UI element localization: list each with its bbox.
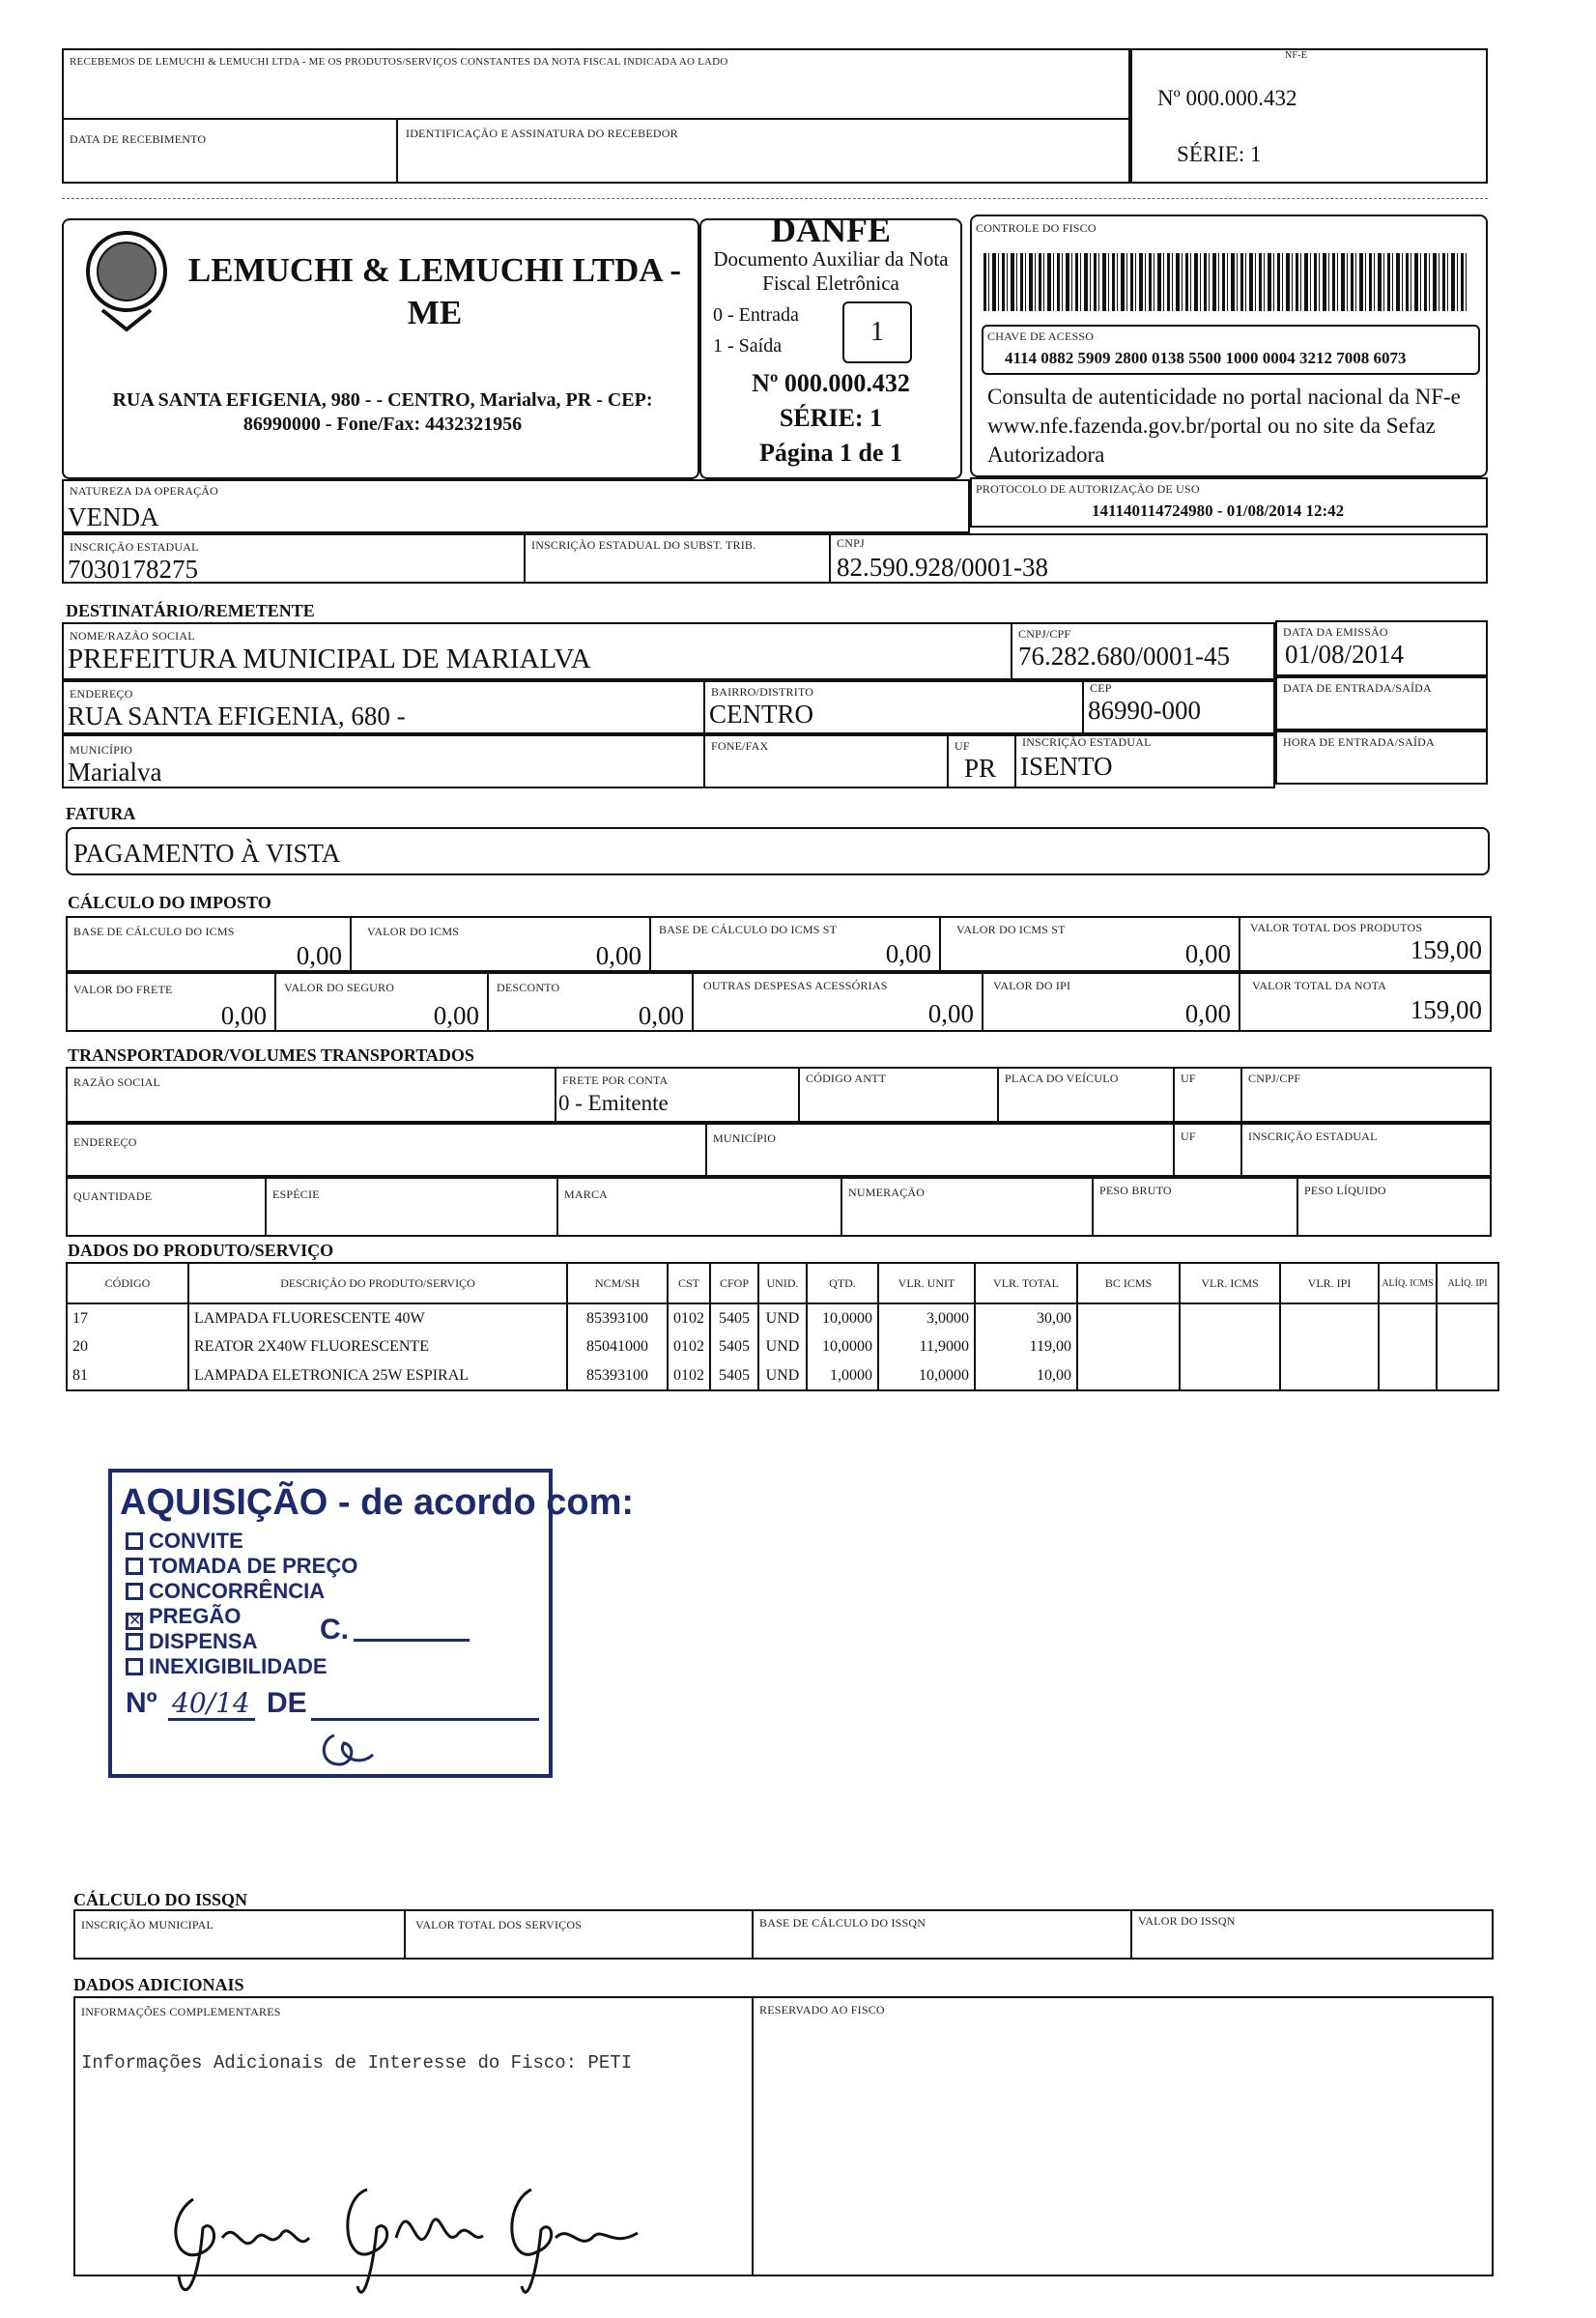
tax-section: CÁLCULO DO IMPOSTO [68, 893, 271, 912]
recipient-uf: PR [964, 754, 997, 783]
products-header-row [67, 1263, 1498, 1303]
recipient-cnpj: 76.282.680/0001-45 [1018, 642, 1230, 671]
emission-date: 01/08/2014 [1285, 640, 1405, 669]
transport-cnpj-label: CNPJ/CPF [1248, 1072, 1301, 1085]
nfe-label: NF-E [1285, 50, 1308, 61]
stamp-number-prefix: Nº [126, 1687, 157, 1719]
col-unit: UNID. [758, 1263, 807, 1303]
table-row [67, 1332, 1498, 1361]
col-ipi-rate: ALÍQ. IPI [1437, 1263, 1498, 1303]
col-ipi-value: VLR. IPI [1280, 1263, 1379, 1303]
row-unit: UND [758, 1303, 807, 1332]
access-key-label: CHAVE DE ACESSO [987, 329, 1095, 343]
products-table [66, 1262, 1499, 1391]
ie-label: INSCRIÇÃO ESTADUAL [70, 540, 199, 554]
acquisition-stamp [108, 1469, 635, 1778]
emission-label: DATA DA EMISSÃO [1283, 625, 1388, 639]
row-description: REATOR 2X40W FLUORESCENTE [188, 1332, 567, 1361]
qty-label: QUANTIDADE [73, 1189, 153, 1203]
base-st: 0,00 [885, 939, 931, 968]
recipient-phone-label: FONE/FAX [711, 739, 769, 753]
access-key-barcode [983, 253, 1467, 311]
ie-value: 7030178275 [68, 555, 198, 584]
carrier-address-label: ENDEREÇO [73, 1135, 137, 1149]
authenticity-note: Consulta de autenticidade no portal nacional da NF-e www.nfe.fazenda.gov.br/portal ou no site da Sefaz Autorizadora [987, 385, 1461, 467]
carrier-name-label: RAZÃO SOCIAL [73, 1075, 161, 1089]
total-label: VALOR TOTAL DA NOTA [1252, 979, 1387, 992]
issqn-base-label: BASE DE CÁLCULO DO ISSQN [759, 1916, 926, 1930]
recipient-district-label: BAIRRO/DISTRITO [711, 685, 814, 699]
row-unit-value: 10,0000 [878, 1361, 975, 1390]
col-cst: CST [668, 1263, 710, 1303]
recipient-address: RUA SANTA EFIGENIA, 680 - [68, 701, 406, 730]
total-products: 159,00 [1410, 935, 1482, 964]
row-cst: 0102 [668, 1361, 710, 1390]
checkbox-icon [126, 1532, 143, 1550]
total-value: 159,00 [1410, 995, 1482, 1024]
danfe-subtitle: Documento Auxiliar da Nota Fiscal Eletrônica [713, 247, 949, 296]
fisco-control-label: CONTROLE DO FISCO [976, 221, 1097, 235]
col-description: DESCRIÇÃO DO PRODUTO/SERVIÇO [188, 1263, 567, 1303]
danfe-series: SÉRIE: 1 [779, 404, 883, 432]
recipient-uf-label: UF [955, 739, 970, 753]
checkbox-icon [126, 1583, 143, 1600]
stamp-date-prefix: DE [267, 1687, 307, 1719]
row-cfop: 5405 [710, 1332, 758, 1361]
row-cfop: 5405 [710, 1303, 758, 1332]
danfe-number: Nº 000.000.432 [752, 369, 910, 397]
stamp-initials [315, 1726, 383, 1777]
col-bc-icms: BC ICMS [1077, 1263, 1180, 1303]
species-label: ESPÉCIE [272, 1188, 320, 1201]
nature-value: VENDA [68, 502, 159, 531]
other: 0,00 [927, 999, 974, 1028]
handwritten-signature [155, 2161, 657, 2310]
issuer-cnpj-label: CNPJ [837, 536, 865, 550]
recipient-address-label: ENDEREÇO [70, 687, 133, 701]
transport-row3 [66, 1177, 1492, 1237]
icms-st-label: VALOR DO ICMS ST [956, 923, 1066, 936]
row-code: 17 [67, 1303, 188, 1332]
row-qty: 10,0000 [807, 1303, 878, 1332]
row-ncm: 85041000 [567, 1332, 668, 1361]
recipient-ie-label: INSCRIÇÃO ESTADUAL [1022, 735, 1152, 749]
issqn-section: CÁLCULO DO ISSQN [73, 1890, 248, 1909]
stamp-c-label: C. [320, 1614, 349, 1645]
gross-weight-label: PESO BRUTO [1099, 1184, 1172, 1197]
complementary-info-label: INFORMAÇÕES COMPLEMENTARES [81, 2005, 281, 2018]
reserved-fisco-label: RESERVADO AO FISCO [759, 2003, 885, 2017]
transport-section: TRANSPORTADOR/VOLUMES TRANSPORTADOS [68, 1045, 474, 1065]
antt-label: CÓDIGO ANTT [806, 1072, 887, 1085]
col-icms-value: VLR. ICMS [1180, 1263, 1280, 1303]
col-icms-rate: ALÍQ. ICMS [1379, 1263, 1437, 1303]
recipient-cnpj-label: CNPJ/CPF [1018, 627, 1071, 641]
table-row [67, 1303, 1498, 1332]
row-qty: 10,0000 [807, 1332, 878, 1361]
brand-label: MARCA [564, 1188, 609, 1201]
carrier-ie-label: INSCRIÇÃO ESTADUAL [1248, 1130, 1378, 1143]
access-key: 4114 0882 5909 2800 0138 5500 1000 0004 3212 7008 6073 [1005, 349, 1407, 367]
invoice-section: FATURA [66, 804, 136, 823]
insurance: 0,00 [433, 1001, 479, 1030]
checked-box-icon: ✕ [126, 1613, 143, 1630]
stamp-option: DISPENSA [126, 1629, 257, 1654]
stamp-option: TOMADA DE PREÇO [126, 1554, 357, 1579]
row-unit-value: 3,0000 [878, 1303, 975, 1332]
recipient-section: DESTINATÁRIO/REMETENTE [66, 601, 315, 620]
row-qty: 1,0000 [807, 1361, 878, 1390]
row-cst: 0102 [668, 1332, 710, 1361]
col-code: CÓDIGO [67, 1263, 188, 1303]
net-weight-label: PESO LÍQUIDO [1304, 1184, 1386, 1197]
nature-label: NATUREZA DA OPERAÇÃO [70, 484, 219, 498]
additional-section: DADOS ADICIONAIS [73, 1975, 244, 1994]
danfe-title: DANFE [771, 211, 891, 249]
col-qty: QTD. [807, 1263, 878, 1303]
checkbox-icon [126, 1633, 143, 1650]
row-code: 20 [67, 1332, 188, 1361]
insurance-label: VALOR DO SEGURO [284, 981, 395, 994]
freight-mode: 0 - Emitente [558, 1091, 669, 1115]
row-ncm: 85393100 [567, 1361, 668, 1390]
row-code: 81 [67, 1361, 188, 1390]
row-cst: 0102 [668, 1303, 710, 1332]
discount-label: DESCONTO [497, 981, 560, 994]
stamp-option: INEXIGIBILIDADE [126, 1654, 328, 1679]
freight: 0,00 [220, 1001, 267, 1030]
row-cfop: 5405 [710, 1361, 758, 1390]
nfe-stub-series: SÉRIE: 1 [1177, 142, 1262, 166]
danfe-exit: 1 - Saída [713, 335, 783, 357]
numbering-label: NUMERAÇÃO [848, 1186, 926, 1199]
inout-label: DATA DE ENTRADA/SAÍDA [1283, 681, 1432, 695]
base-st-label: BASE DE CÁLCULO DO ICMS ST [659, 923, 838, 936]
danfe-entry: 0 - Entrada [713, 304, 799, 326]
municipal-registration-label: INSCRIÇÃO MUNICIPAL [81, 1918, 214, 1932]
receipt-date-label: DATA DE RECEBIMENTO [70, 132, 207, 146]
ipi-label: VALOR DO IPI [993, 979, 1071, 992]
transport-uf-label: UF [1181, 1072, 1196, 1085]
recipient-cep: 86990-000 [1088, 696, 1201, 725]
stamp-number: 40/14 [172, 1687, 250, 1719]
discount: 0,00 [638, 1001, 684, 1030]
row-total-value: 119,00 [975, 1332, 1077, 1361]
col-cfop: CFOP [710, 1263, 758, 1303]
total-products-label: VALOR TOTAL DOS PRODUTOS [1250, 921, 1423, 934]
row-description: LAMPADA FLUORESCENTE 40W [188, 1303, 567, 1332]
time-label: HORA DE ENTRADA/SAÍDA [1283, 735, 1435, 749]
col-unit-value: VLR. UNIT [878, 1263, 975, 1303]
receipt-text: RECEBEMOS DE LEMUCHI & LEMUCHI LTDA - ME OS PRODUTOS/SERVIÇOS CONSTANTES DA NOTA FISCAL INDICADA AO LADO [70, 56, 728, 68]
complementary-info: Informações Adicionais de Interesse do Fisco: PETI [81, 2052, 633, 2074]
freight-label: VALOR DO FRETE [73, 983, 173, 996]
stamp-option: CONCORRÊNCIA [126, 1579, 325, 1604]
ie-st-label: INSCRIÇÃO ESTADUAL DO SUBST. TRIB. [531, 538, 756, 552]
receipt-box [62, 48, 1130, 184]
row-unit: UND [758, 1332, 807, 1361]
danfe-page-count: Página 1 de 1 [758, 439, 903, 467]
other-label: OUTRAS DESPESAS ACESSÓRIAS [703, 979, 888, 992]
col-total-value: VLR. TOTAL [975, 1263, 1077, 1303]
danfe-type-value: 1 [870, 317, 884, 347]
recipient-cep-label: CEP [1090, 681, 1112, 695]
recipient-city: Marialva [68, 758, 162, 787]
recipient-ie: ISENTO [1020, 752, 1113, 781]
ipi: 0,00 [1184, 999, 1231, 1028]
services-total-label: VALOR TOTAL DOS SERVIÇOS [415, 1918, 583, 1932]
col-ncm: NCM/SH [567, 1263, 668, 1303]
carrier-city-label: MUNICÍPIO [713, 1131, 777, 1145]
stamp-option: CONVITE [126, 1529, 243, 1554]
plate-label: PLACA DO VEÍCULO [1005, 1072, 1119, 1085]
issqn-value-label: VALOR DO ISSQN [1138, 1914, 1236, 1928]
row-description: LAMPADA ELETRONICA 25W ESPIRAL [188, 1361, 567, 1390]
row-unit: UND [758, 1361, 807, 1390]
icms-label: VALOR DO ICMS [367, 925, 460, 938]
receipt-signature-label: IDENTIFICAÇÃO E ASSINATURA DO RECEBEDOR [406, 127, 678, 140]
row-unit-value: 11,9000 [878, 1332, 975, 1361]
icms: 0,00 [595, 941, 641, 970]
row-ncm: 85393100 [567, 1303, 668, 1332]
row-total-value: 10,00 [975, 1361, 1077, 1390]
recipient-name-label: NOME/RAZÃO SOCIAL [70, 629, 195, 643]
nfe-stub-number: Nº 000.000.432 [1157, 86, 1297, 110]
protocol-value: 141140114724980 - 01/08/2014 12:42 [1092, 501, 1345, 520]
recipient-city-label: MUNICÍPIO [70, 743, 133, 757]
recipient-name: PREFEITURA MUNICIPAL DE MARIALVA [68, 644, 591, 674]
checkbox-icon [126, 1558, 143, 1575]
carrier-uf-label: UF [1181, 1130, 1196, 1143]
stamp-option-checked: ✕ PREGÃO [126, 1604, 241, 1630]
issuer-cnpj: 82.590.928/0001-38 [837, 553, 1048, 582]
checkbox-icon [126, 1658, 143, 1675]
base-icms: 0,00 [296, 941, 342, 970]
ie-box [62, 533, 1488, 584]
freight-mode-label: FRETE POR CONTA [562, 1073, 669, 1087]
protocol-label: PROTOCOLO DE AUTORIZAÇÃO DE USO [976, 482, 1200, 496]
row-total-value: 30,00 [975, 1303, 1077, 1332]
issuer-name: LEMUCHI & LEMUCHI LTDA - ME [187, 251, 682, 331]
invoice-text: PAGAMENTO À VISTA [73, 839, 341, 868]
recipient-district: CENTRO [709, 700, 813, 729]
table-row [67, 1361, 1498, 1390]
issuer-logo [83, 228, 170, 334]
products-section: DADOS DO PRODUTO/SERVIÇO [68, 1241, 334, 1260]
base-icms-label: BASE DE CÁLCULO DO ICMS [73, 925, 235, 938]
stamp-title: AQUISIÇÃO - de acordo com: [120, 1482, 635, 1523]
icms-st: 0,00 [1184, 939, 1231, 968]
issuer-address: RUA SANTA EFIGENIA, 980 - - CENTRO, Marialva, PR - CEP: 86990000 - Fone/Fax: 4432321956 [112, 389, 653, 435]
